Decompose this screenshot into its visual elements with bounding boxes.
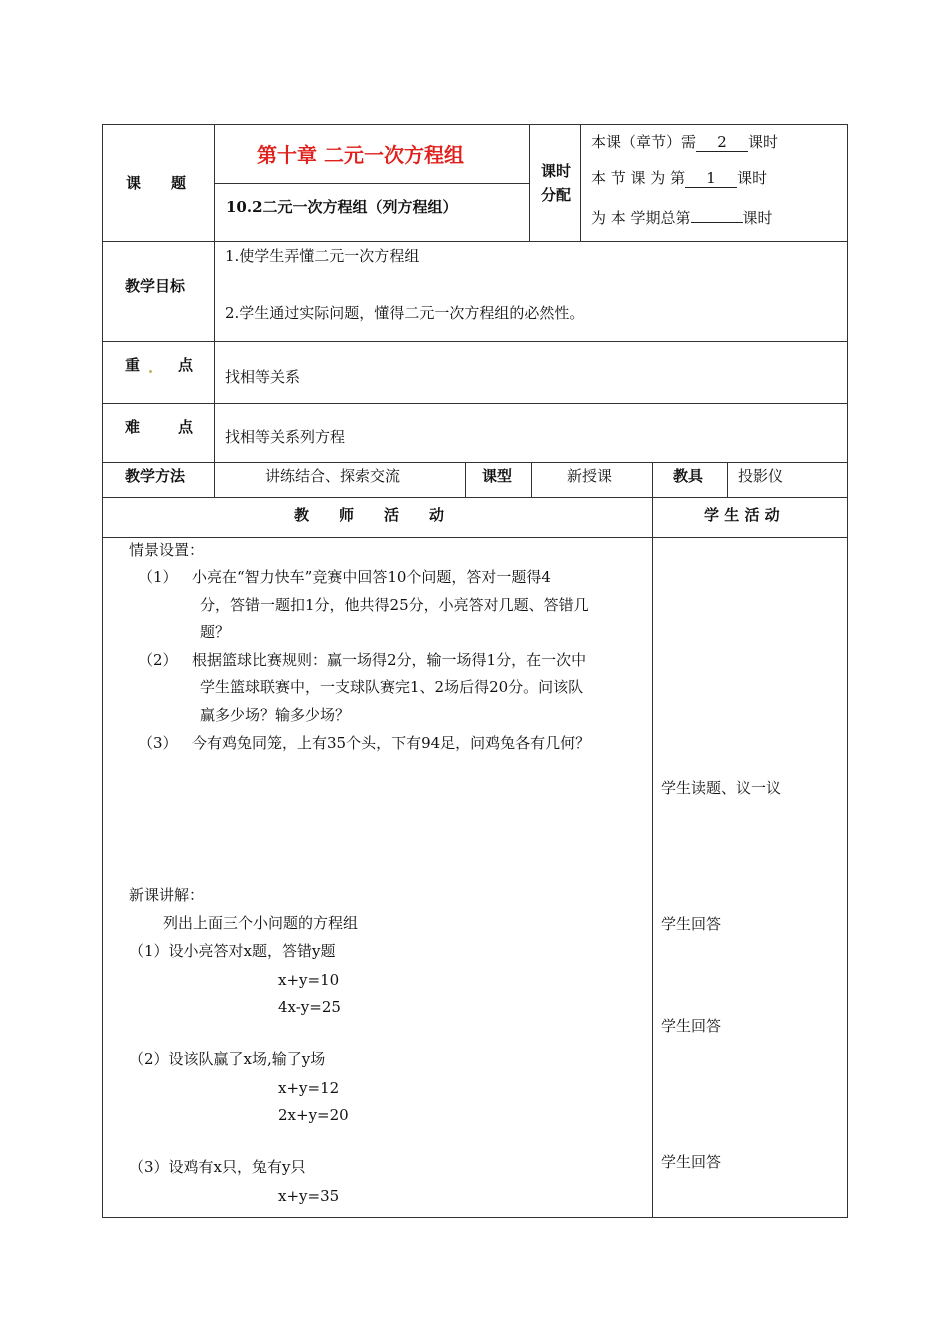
hours-line-3-suffix: 课时	[742, 209, 773, 227]
chapter-title: 第十章 二元一次方程组	[257, 143, 464, 167]
student-activity-2: 学生回答	[661, 915, 722, 933]
lesson-type-value: 新授课	[567, 467, 613, 485]
lesson-type-label: 课型	[482, 467, 513, 485]
mark-dot	[149, 370, 152, 373]
difficulty-text: 找相等关系列方程	[225, 428, 346, 446]
problem-1-number: （1）	[138, 568, 178, 586]
student-activity-3: 学生回答	[661, 1017, 722, 1035]
key-point-text: 找相等关系	[225, 368, 301, 386]
hours-line-2-prefix: 本 节 课 为 第	[591, 169, 686, 187]
scenario-heading: 情景设置：	[129, 541, 205, 559]
solution-2-eq-1: x+y=12	[278, 1079, 340, 1097]
section-title: 10.2二元一次方程组（列方程组）	[226, 198, 458, 216]
hours-line-1	[591, 134, 778, 152]
teacher-activity-header: 教 师 活 动	[294, 506, 445, 524]
hours-line-1-prefix: 本课（章节）需	[591, 133, 697, 151]
student-activity-1: 学生读题、议一议	[661, 779, 782, 797]
topic-label: 课 题	[126, 174, 187, 192]
student-activity-header: 学 生 活 动	[704, 506, 780, 524]
problem-2-line-3: 赢多少场？输多少场？	[200, 706, 351, 724]
new-lesson-heading: 新课讲解：	[129, 886, 205, 904]
teaching-tool-label: 教具	[673, 467, 704, 485]
method-value: 讲练结合、探索交流	[265, 467, 401, 485]
hours-line-2-suffix: 课时	[737, 169, 768, 187]
solution-3-eq-1: x+y=35	[278, 1187, 340, 1205]
difficulty-label-b: 点	[178, 418, 194, 436]
key-point-label-a: 重	[125, 356, 141, 374]
hours-semester-value	[691, 206, 743, 223]
hours-line-1-suffix: 课时	[748, 133, 779, 151]
key-point-label-b: 点	[178, 356, 194, 374]
hours-current-value: 1	[685, 170, 737, 188]
hours-line-3	[591, 206, 773, 226]
solution-2-setup: （2）设该队赢了x场,输了y场	[129, 1050, 326, 1068]
solution-1-setup: （1）设小亮答对x题，答错y题	[129, 942, 336, 960]
problem-2-line-1: 根据篮球比赛规则：赢一场得2分，输一场得1分，在一次中	[192, 651, 587, 669]
solution-2-eq-2: 2x+y=20	[278, 1106, 349, 1124]
goals-label: 教学目标	[125, 277, 186, 295]
problem-2-number: （2）	[138, 651, 178, 669]
hours-total-value: 2	[696, 134, 748, 152]
goal-item-1: 1.使学生弄懂二元一次方程组	[225, 247, 420, 265]
hours-line-2	[591, 170, 767, 188]
solution-1-eq-1: x+y=10	[278, 971, 340, 989]
problem-3-number: （3）	[138, 734, 178, 752]
problem-1-line-2: 分，答错一题扣1分，他共得25分，小亮答对几题、答错几	[200, 596, 589, 614]
problem-1-line-1: 小亮在“智力快车”竞赛中回答10个问题，答对一题得4	[192, 568, 551, 586]
difficulty-label-a: 难	[125, 418, 141, 436]
student-activity-4: 学生回答	[661, 1153, 722, 1171]
problem-1-line-3: 题？	[200, 623, 231, 641]
solution-3-setup: （3）设鸡有x只，兔有y只	[129, 1158, 306, 1176]
goal-item-2: 2.学生通过实际问题，懂得二元一次方程组的必然性。	[225, 304, 585, 322]
problem-3-line-1: 今有鸡兔同笼，上有35个头，下有94足，问鸡兔各有几何？	[192, 734, 591, 752]
hours-label-line2: 分配	[541, 186, 572, 204]
new-lesson-subheading: 列出上面三个小问题的方程组	[163, 914, 359, 932]
hours-label-line1: 课时	[541, 162, 572, 180]
method-label: 教学方法	[125, 467, 186, 485]
solution-1-eq-2: 4x-y=25	[278, 998, 341, 1016]
teaching-tool-value: 投影仪	[738, 467, 784, 485]
hours-line-3-prefix: 为 本 学期总第	[591, 209, 691, 227]
problem-2-line-2: 学生篮球联赛中，一支球队赛完1、2场后得20分。问该队	[200, 678, 584, 696]
